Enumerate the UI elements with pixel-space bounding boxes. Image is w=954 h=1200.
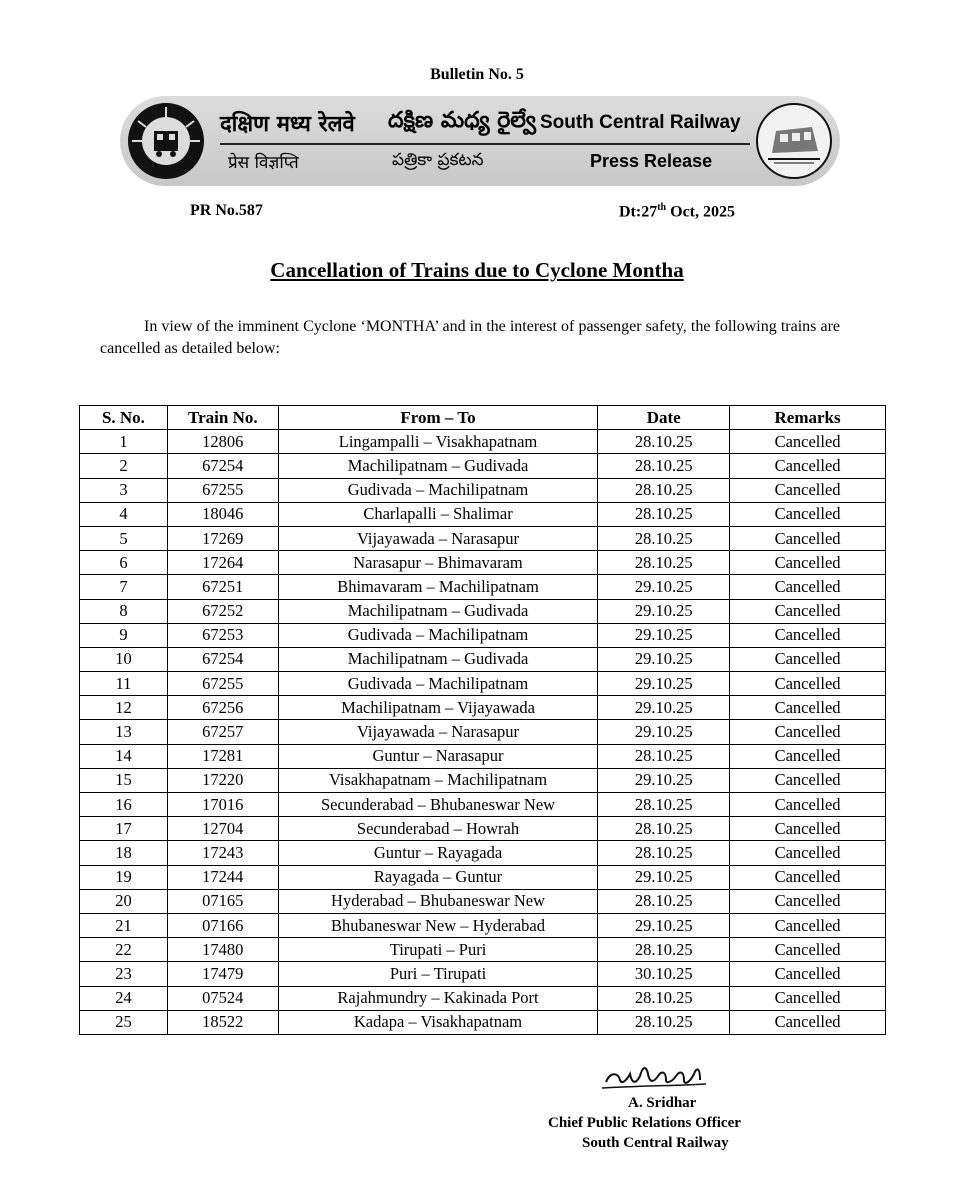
cell-train-no: 07166 xyxy=(167,913,278,937)
cell-train-no: 17480 xyxy=(167,938,278,962)
cell-from-to: Machilipatnam – Gudivada xyxy=(278,647,598,671)
cell-from-to: Puri – Tirupati xyxy=(278,962,598,986)
cell-sno: 23 xyxy=(80,962,168,986)
telugu-title: దక్షిణ మధ్య రైల్వే xyxy=(388,108,536,133)
cell-sno: 19 xyxy=(80,865,168,889)
press-release-date xyxy=(619,202,735,221)
cell-from-to: Gudivada – Machilipatnam xyxy=(278,478,598,502)
table-row xyxy=(80,551,886,575)
cell-sno: 10 xyxy=(80,647,168,671)
cell-sno: 9 xyxy=(80,623,168,647)
table-row xyxy=(80,913,886,937)
signatory-designation: Chief Public Relations Officer xyxy=(548,1115,741,1131)
english-title: South Central Railway xyxy=(540,112,741,133)
cell-remarks: Cancelled xyxy=(730,478,886,502)
cell-remarks: Cancelled xyxy=(730,889,886,913)
cell-date: 29.10.25 xyxy=(598,720,730,744)
table-row xyxy=(80,986,886,1010)
cell-from-to: Kadapa – Visakhapatnam xyxy=(278,1010,598,1034)
cell-remarks: Cancelled xyxy=(730,938,886,962)
cell-from-to: Vijayawada – Narasapur xyxy=(278,526,598,550)
cell-sno: 1 xyxy=(80,430,168,454)
cell-remarks: Cancelled xyxy=(730,599,886,623)
cell-remarks: Cancelled xyxy=(730,986,886,1010)
cell-train-no: 67252 xyxy=(167,599,278,623)
cell-date: 29.10.25 xyxy=(598,623,730,647)
table-row xyxy=(80,841,886,865)
cell-remarks: Cancelled xyxy=(730,720,886,744)
cell-from-to: Bhimavaram – Machilipatnam xyxy=(278,575,598,599)
cell-remarks: Cancelled xyxy=(730,551,886,575)
table-row xyxy=(80,599,886,623)
cell-train-no: 07165 xyxy=(167,889,278,913)
cell-date: 28.10.25 xyxy=(598,889,730,913)
cell-sno: 7 xyxy=(80,575,168,599)
indian-railways-logo-icon xyxy=(126,101,206,181)
header-remarks: Remarks xyxy=(730,406,886,430)
cell-train-no: 17281 xyxy=(167,744,278,768)
header-sno: S. No. xyxy=(80,406,168,430)
cell-sno: 13 xyxy=(80,720,168,744)
table-row xyxy=(80,768,886,792)
cell-from-to: Tirupati – Puri xyxy=(278,938,598,962)
table-row xyxy=(80,502,886,526)
cell-train-no: 18046 xyxy=(167,502,278,526)
cell-sno: 14 xyxy=(80,744,168,768)
table-row xyxy=(80,865,886,889)
cell-sno: 6 xyxy=(80,551,168,575)
cell-sno: 22 xyxy=(80,938,168,962)
cell-remarks: Cancelled xyxy=(730,454,886,478)
table-row xyxy=(80,430,886,454)
hindi-title: दक्षिण मध्य रेलवे xyxy=(220,112,355,137)
cell-date: 29.10.25 xyxy=(598,913,730,937)
cell-remarks: Cancelled xyxy=(730,430,886,454)
cell-remarks: Cancelled xyxy=(730,502,886,526)
cell-date: 28.10.25 xyxy=(598,551,730,575)
cell-from-to: Rayagada – Guntur xyxy=(278,865,598,889)
table-row xyxy=(80,478,886,502)
cell-date: 28.10.25 xyxy=(598,841,730,865)
banner-divider xyxy=(220,143,750,145)
cell-from-to: Guntur – Rayagada xyxy=(278,841,598,865)
cell-train-no: 67255 xyxy=(167,672,278,696)
table-body xyxy=(80,430,886,1035)
cell-train-no: 17243 xyxy=(167,841,278,865)
cell-remarks: Cancelled xyxy=(730,962,886,986)
cell-date: 30.10.25 xyxy=(598,962,730,986)
cell-remarks: Cancelled xyxy=(730,841,886,865)
header-date: Date xyxy=(598,406,730,430)
cell-sno: 24 xyxy=(80,986,168,1010)
cell-remarks: Cancelled xyxy=(730,672,886,696)
table-row xyxy=(80,672,886,696)
cell-from-to: Gudivada – Machilipatnam xyxy=(278,672,598,696)
table-row xyxy=(80,817,886,841)
date-ordinal: th xyxy=(657,202,667,213)
cell-remarks: Cancelled xyxy=(730,526,886,550)
cancelled-trains-table xyxy=(79,405,886,1035)
cell-train-no: 17220 xyxy=(167,768,278,792)
date-suffix: Oct, 2025 xyxy=(666,203,735,221)
cell-date: 28.10.25 xyxy=(598,938,730,962)
cell-date: 28.10.25 xyxy=(598,478,730,502)
train-emblem-icon xyxy=(754,101,834,181)
table-row xyxy=(80,793,886,817)
cell-date: 29.10.25 xyxy=(598,647,730,671)
signatory-organisation: South Central Railway xyxy=(582,1135,729,1151)
cell-train-no: 17016 xyxy=(167,793,278,817)
table-row xyxy=(80,454,886,478)
cell-date: 28.10.25 xyxy=(598,817,730,841)
cell-from-to: Hyderabad – Bhubaneswar New xyxy=(278,889,598,913)
cell-sno: 15 xyxy=(80,768,168,792)
date-prefix: Dt:27 xyxy=(619,203,658,221)
telugu-subtitle: పత్రికా ప్రకటన xyxy=(392,150,484,170)
cell-remarks: Cancelled xyxy=(730,647,886,671)
bulletin-number: Bulletin No. 5 xyxy=(430,66,524,83)
cell-remarks: Cancelled xyxy=(730,623,886,647)
header-from-to: From – To xyxy=(278,406,598,430)
cell-sno: 21 xyxy=(80,913,168,937)
cell-train-no: 67256 xyxy=(167,696,278,720)
cell-sno: 25 xyxy=(80,1010,168,1034)
cell-train-no: 12704 xyxy=(167,817,278,841)
cell-date: 28.10.25 xyxy=(598,454,730,478)
document-title: Cancellation of Trains due to Cyclone Montha xyxy=(270,258,684,282)
press-release-number: PR No.587 xyxy=(190,202,263,219)
cell-date: 29.10.25 xyxy=(598,865,730,889)
cell-train-no: 67253 xyxy=(167,623,278,647)
cell-sno: 18 xyxy=(80,841,168,865)
cell-sno: 4 xyxy=(80,502,168,526)
cell-remarks: Cancelled xyxy=(730,575,886,599)
cell-train-no: 67255 xyxy=(167,478,278,502)
table-header-row xyxy=(80,406,886,430)
cell-sno: 5 xyxy=(80,526,168,550)
cell-train-no: 17269 xyxy=(167,526,278,550)
cell-from-to: Visakhapatnam – Machilipatnam xyxy=(278,768,598,792)
cell-date: 29.10.25 xyxy=(598,672,730,696)
cell-from-to: Machilipatnam – Gudivada xyxy=(278,599,598,623)
english-subtitle: Press Release xyxy=(590,151,713,171)
table-row xyxy=(80,744,886,768)
cell-from-to: Bhubaneswar New – Hyderabad xyxy=(278,913,598,937)
letterhead-banner xyxy=(120,96,840,186)
cell-remarks: Cancelled xyxy=(730,744,886,768)
cell-date: 28.10.25 xyxy=(598,744,730,768)
cell-train-no: 12806 xyxy=(167,430,278,454)
hindi-subtitle: प्रेस विज्ञप्ति xyxy=(228,153,299,173)
cell-from-to: Charlapalli – Shalimar xyxy=(278,502,598,526)
cell-train-no: 17264 xyxy=(167,551,278,575)
cell-date: 29.10.25 xyxy=(598,599,730,623)
cell-train-no: 17479 xyxy=(167,962,278,986)
cell-remarks: Cancelled xyxy=(730,696,886,720)
cell-train-no: 67257 xyxy=(167,720,278,744)
cell-sno: 8 xyxy=(80,599,168,623)
table-row xyxy=(80,647,886,671)
cell-date: 28.10.25 xyxy=(598,1010,730,1034)
table-row xyxy=(80,623,886,647)
cell-from-to: Machilipatnam – Vijayawada xyxy=(278,696,598,720)
table-row xyxy=(80,938,886,962)
cell-remarks: Cancelled xyxy=(730,793,886,817)
handwritten-signature xyxy=(600,1058,720,1094)
cell-remarks: Cancelled xyxy=(730,1010,886,1034)
cell-date: 29.10.25 xyxy=(598,575,730,599)
cell-remarks: Cancelled xyxy=(730,817,886,841)
cell-train-no: 17244 xyxy=(167,865,278,889)
cell-from-to: Secunderabad – Howrah xyxy=(278,817,598,841)
cell-from-to: Secunderabad – Bhubaneswar New xyxy=(278,793,598,817)
cell-date: 28.10.25 xyxy=(598,526,730,550)
cell-from-to: Lingampalli – Visakhapatnam xyxy=(278,430,598,454)
cell-date: 28.10.25 xyxy=(598,502,730,526)
cell-date: 28.10.25 xyxy=(598,986,730,1010)
cell-sno: 12 xyxy=(80,696,168,720)
signatory-name: A. Sridhar xyxy=(628,1095,697,1111)
intro-paragraph: In view of the imminent Cyclone ‘MONTHA’ and in the interest of passenger safety, the following trains are cancelled as detailed below: xyxy=(100,318,840,357)
cell-from-to: Gudivada – Machilipatnam xyxy=(278,623,598,647)
cell-train-no: 18522 xyxy=(167,1010,278,1034)
cell-sno: 3 xyxy=(80,478,168,502)
cell-sno: 17 xyxy=(80,817,168,841)
cell-remarks: Cancelled xyxy=(730,768,886,792)
cell-train-no: 67254 xyxy=(167,647,278,671)
table-row xyxy=(80,889,886,913)
cell-remarks: Cancelled xyxy=(730,865,886,889)
cell-from-to: Machilipatnam – Gudivada xyxy=(278,454,598,478)
table-row xyxy=(80,962,886,986)
cell-sno: 20 xyxy=(80,889,168,913)
cell-from-to: Vijayawada – Narasapur xyxy=(278,720,598,744)
cell-date: 29.10.25 xyxy=(598,696,730,720)
cell-date: 29.10.25 xyxy=(598,768,730,792)
cell-from-to: Guntur – Narasapur xyxy=(278,744,598,768)
cell-date: 28.10.25 xyxy=(598,793,730,817)
cell-sno: 11 xyxy=(80,672,168,696)
cell-from-to: Narasapur – Bhimavaram xyxy=(278,551,598,575)
table-row xyxy=(80,575,886,599)
table-row xyxy=(80,720,886,744)
cell-date: 28.10.25 xyxy=(598,430,730,454)
table-row xyxy=(80,526,886,550)
cell-from-to: Rajahmundry – Kakinada Port xyxy=(278,986,598,1010)
header-train-no: Train No. xyxy=(167,406,278,430)
cell-train-no: 67251 xyxy=(167,575,278,599)
cell-remarks: Cancelled xyxy=(730,913,886,937)
table-row xyxy=(80,1010,886,1034)
cell-sno: 16 xyxy=(80,793,168,817)
cell-train-no: 07524 xyxy=(167,986,278,1010)
table-row xyxy=(80,696,886,720)
cell-train-no: 67254 xyxy=(167,454,278,478)
cell-sno: 2 xyxy=(80,454,168,478)
